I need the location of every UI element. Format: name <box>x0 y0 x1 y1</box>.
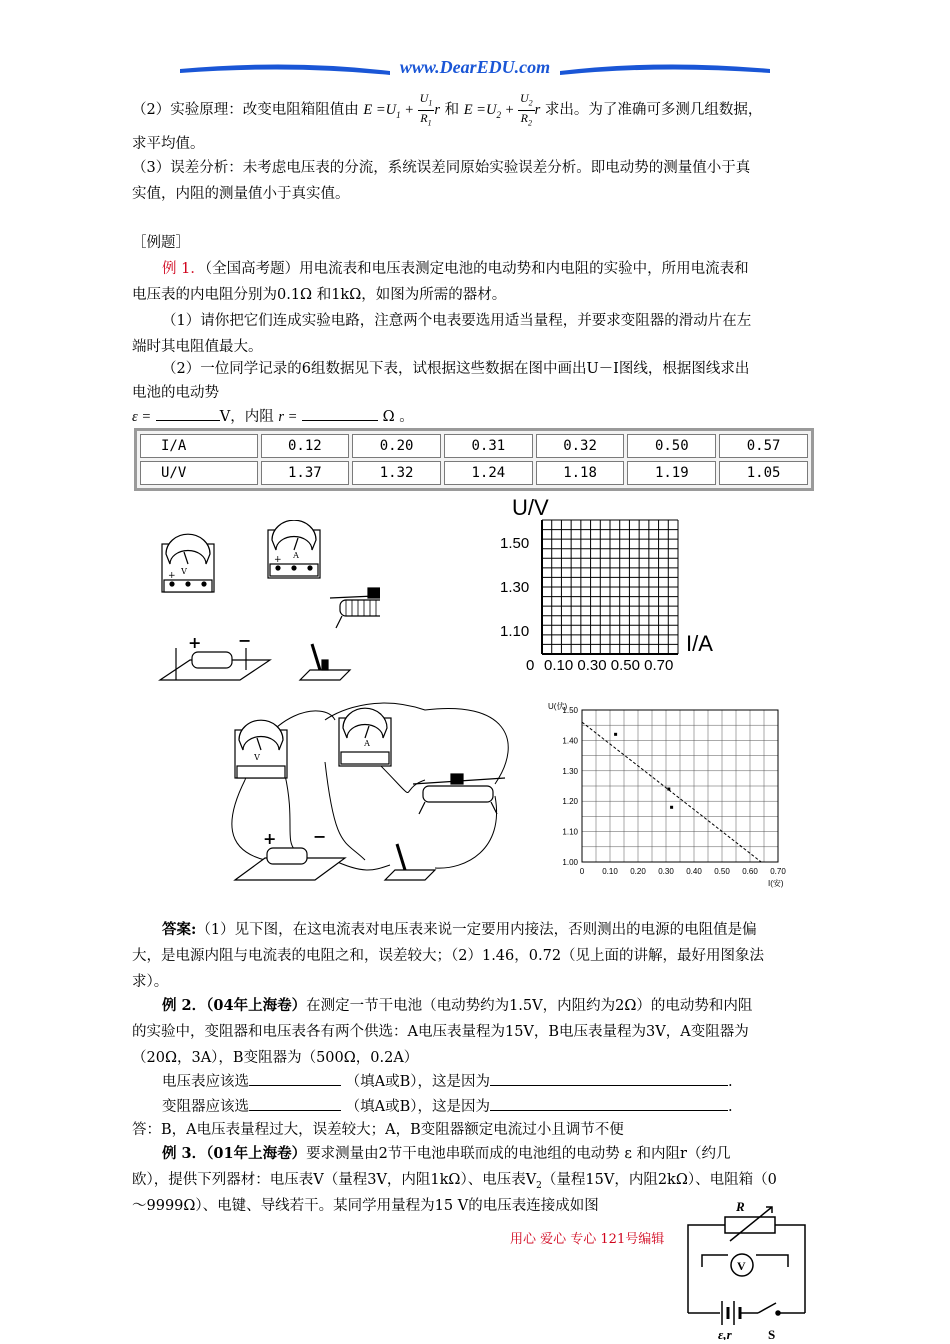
chart-fit-line <box>582 722 761 862</box>
chart-ytick: 1.00 <box>562 858 578 867</box>
chart-point <box>667 788 670 791</box>
ex3-l2b: （量程15V，内阻2kΩ）、电阻箱（0 <box>541 1172 777 1188</box>
ammeter-2 <box>339 708 391 766</box>
emf-symbol: ε = <box>132 409 152 425</box>
svg-text:A: A <box>364 739 370 748</box>
table-cell: I/A <box>140 434 258 458</box>
data-table <box>134 428 814 491</box>
svg-text:V: V <box>254 753 260 762</box>
chart-xlabel: I(安) <box>768 879 784 888</box>
blank-grid-tick: 1.30 <box>500 579 530 596</box>
period: . <box>728 1099 733 1115</box>
ex1-answer-blanks <box>132 404 822 430</box>
ex2-label: 例 2．（04年上海卷） <box>162 997 307 1014</box>
answer-l2: 大，是电源内阻与电流表的电阻之和，误差较大；（2）1.46，0.72（见上面的讲解，最好用图象法 <box>132 948 765 964</box>
svg-text:+: + <box>168 571 176 581</box>
chart-ytick: 1.50 <box>562 706 578 715</box>
blank-grid <box>500 495 740 685</box>
r-symbol: r = <box>278 409 298 425</box>
chart-xtick: 0.30 <box>658 867 674 876</box>
answer-l1 <box>132 917 822 943</box>
ex2-q1-reason: （填A或B），这是因为 <box>345 1074 490 1090</box>
table-cell: 0.20 <box>352 434 441 458</box>
chart-point <box>670 806 673 809</box>
ex1-q2a: （2）一位同学记录的6组数据见下表，试根据这些数据在图中画出U－I图线，根据图线求出 <box>162 361 750 377</box>
table-cell: U/V <box>140 461 258 485</box>
voltmeter-label: V <box>181 567 187 576</box>
circuit-s-label: S <box>768 1327 776 1340</box>
ui-chart-svg <box>540 700 800 900</box>
ex1-q1b: 端时其电阻值最大。 <box>132 339 263 355</box>
voltmeter-2 <box>235 720 287 778</box>
ex1-label: 例 1． <box>162 261 205 277</box>
chart-ytick: 1.40 <box>562 736 578 746</box>
chart-xtick: 0.50 <box>714 867 730 876</box>
chart-xtick: 0 <box>579 867 585 876</box>
and-text: 和 <box>444 102 460 118</box>
svg-text:−: − <box>238 631 252 650</box>
table-cell: 0.57 <box>719 434 808 458</box>
table-cell: 1.24 <box>444 461 533 485</box>
ex2-q1 <box>132 1069 822 1095</box>
principle-text: （2）实验原理：改变电阻箱阻值由 <box>132 102 359 118</box>
error-analysis-2: 实值，内阻的测量值小于真实值。 <box>132 186 350 202</box>
apparatus-diagram <box>150 520 380 695</box>
table-cell: 0.50 <box>627 434 716 458</box>
chart-ylabel: U(伏) <box>548 702 568 711</box>
rheostat-choice-blank[interactable] <box>249 1096 341 1111</box>
circuit-schematic <box>680 1195 820 1340</box>
chart-xtick: 0.40 <box>686 867 702 876</box>
blank-grid-tick: 0.30 <box>577 657 607 674</box>
emf-blank[interactable] <box>156 406 220 421</box>
circuit-r-label: R <box>736 1199 745 1214</box>
chart-xtick: 0.60 <box>742 867 758 876</box>
chart-ytick: 1.10 <box>562 827 578 837</box>
formula-1: $E =U_1$ + $\frac{U_1}{R_1}$ r <box>363 90 440 128</box>
ex3-l3: ～9999Ω）、电键、导线若干。某同学用量程为15 V的电压表连接成如图 <box>132 1198 599 1214</box>
ex2-q2-text: 变阻器应该选 <box>162 1099 249 1115</box>
ammeter-label: A <box>293 551 299 560</box>
table-cell: 1.18 <box>536 461 625 485</box>
unit-v: V，内阻 <box>219 409 274 425</box>
ex2-l2: 的实验中，变阻器和电压表各有两个供选：A电压表量程为15V，B电压表量程为3V，A变阻器为 <box>132 1024 749 1040</box>
principle-line <box>132 90 822 130</box>
table-cell: 0.12 <box>261 434 350 458</box>
answer-label: 答案: <box>162 921 197 938</box>
ammeter <box>268 520 320 578</box>
blank-grid-tick: 0.50 <box>610 657 640 674</box>
chart-point <box>614 733 617 736</box>
examples-title: ［例题］ <box>132 235 190 251</box>
answer-text: （1）见下图，在这电流表对电压表来说一定要用内接法，否则测出的电源的电阻值是偏 <box>196 922 757 938</box>
chart-xtick: 0.20 <box>630 867 646 876</box>
table-cell: 1.19 <box>627 461 716 485</box>
principle-tail: 求出。为了准确可多测几组数据， <box>544 102 763 118</box>
blank-grid-tick: 0.10 <box>544 657 574 674</box>
ex1-q2b: 电池的电动势 <box>132 385 219 401</box>
ex3-sub: 2 <box>536 1180 542 1191</box>
ex3-l1 <box>132 1141 822 1167</box>
rheostat <box>330 588 380 628</box>
table-cell: 1.32 <box>352 461 441 485</box>
svg-text:+: + <box>263 829 277 848</box>
blank-grid-origin: 0 <box>526 657 535 674</box>
ex2-q1-text: 电压表应该选 <box>162 1074 249 1090</box>
switch-2 <box>385 844 435 880</box>
header <box>170 55 780 91</box>
chart-ytick: 1.30 <box>562 766 578 776</box>
ex3-text: 要求测量由2节干电池串联而成的电池组的电动势 ε 和内阻r（约几 <box>306 1146 731 1162</box>
table-cell: 1.37 <box>261 461 350 485</box>
chart-xtick: 0.10 <box>602 867 618 876</box>
unit-ohm: Ω 。 <box>382 409 414 425</box>
table-cell: 1.05 <box>719 461 808 485</box>
rheostat-2 <box>413 774 505 814</box>
ex3-l2a: 欧），提供下列器材：电压表V（量程3V，内阻1kΩ）、电压表V <box>132 1172 537 1188</box>
table-cell: 0.32 <box>536 434 625 458</box>
battery <box>160 631 270 680</box>
blank-grid-xlabel: I/A <box>686 631 713 656</box>
ex1-text: （全国高考题）用电流表和电压表测定电池的电动势和内电阻的实验中，所用电流表和 <box>204 261 749 277</box>
rheostat-reason-blank[interactable] <box>490 1096 728 1111</box>
ex2-answer: 答：B，A电压表量程过大，误差较大；A，B变阻器额定电流过小且调节不便 <box>132 1122 624 1138</box>
voltmeter <box>162 534 214 592</box>
error-analysis-1: （3）误差分析：未考虑电压表的分流，系统误差同原始实验误差分析。即电动势的测量值小于真 <box>132 160 751 176</box>
ex2-l1 <box>132 993 822 1019</box>
circuit-v-label: V <box>737 1259 746 1273</box>
chart-xtick: 0.70 <box>770 867 786 876</box>
table-cell: 0.31 <box>444 434 533 458</box>
blank-grid-tick: 0.70 <box>644 657 674 674</box>
voltmeter-reason-blank[interactable] <box>490 1071 728 1086</box>
blank-grid-lines <box>540 519 680 655</box>
ex2-l3: （20Ω，3A），B变阻器为（500Ω，0.2A） <box>132 1050 419 1066</box>
answer-l3: 求）。 <box>132 974 169 990</box>
svg-text:+: + <box>188 633 202 652</box>
footer-text: 用心 爱心 专心 121号编辑 <box>510 1232 665 1247</box>
principle-line2: 求平均值。 <box>132 136 205 152</box>
ex2-q2-reason: （填A或B），这是因为 <box>345 1099 490 1115</box>
ex3-label: 例 3．（01年上海卷） <box>162 1145 307 1162</box>
svg-text:+: + <box>274 555 282 565</box>
ex2-text: 在测定一节干电池（电动势约为1.5V，内阻约为2Ω）的电动势和内阻 <box>306 998 753 1014</box>
ex1-q1a: （1）请你把它们连成实验电路，注意两个电表要选用适当量程，并要求变阻器的滑动片在左 <box>162 313 752 329</box>
circuit-er-label: ε,r <box>718 1327 732 1340</box>
blank-grid-xticks <box>544 657 673 674</box>
blank-grid-tick: 1.10 <box>500 623 530 640</box>
connected-circuit <box>225 700 535 900</box>
table-row <box>140 461 808 485</box>
switch <box>300 644 350 680</box>
formula-2: $E =U_2$ + $\frac{U_2}{R_2}$ r <box>463 90 541 128</box>
blank-grid-ylabel: U/V <box>512 495 549 520</box>
blank-grid-tick: 1.50 <box>500 535 530 552</box>
ex1-line1 <box>132 256 822 282</box>
table-row <box>140 434 808 458</box>
chart-ytick: 1.20 <box>562 797 578 807</box>
r-blank[interactable] <box>302 406 378 421</box>
ui-chart <box>540 700 800 900</box>
site-logo: www.DearEDU.com <box>399 57 551 77</box>
period: . <box>728 1074 733 1090</box>
ex1-line2: 电压表的内电阻分别为0.1Ω 和1kΩ，如图为所需的器材。 <box>132 287 507 303</box>
svg-text:−: − <box>313 827 327 846</box>
voltmeter-choice-blank[interactable] <box>249 1071 341 1086</box>
